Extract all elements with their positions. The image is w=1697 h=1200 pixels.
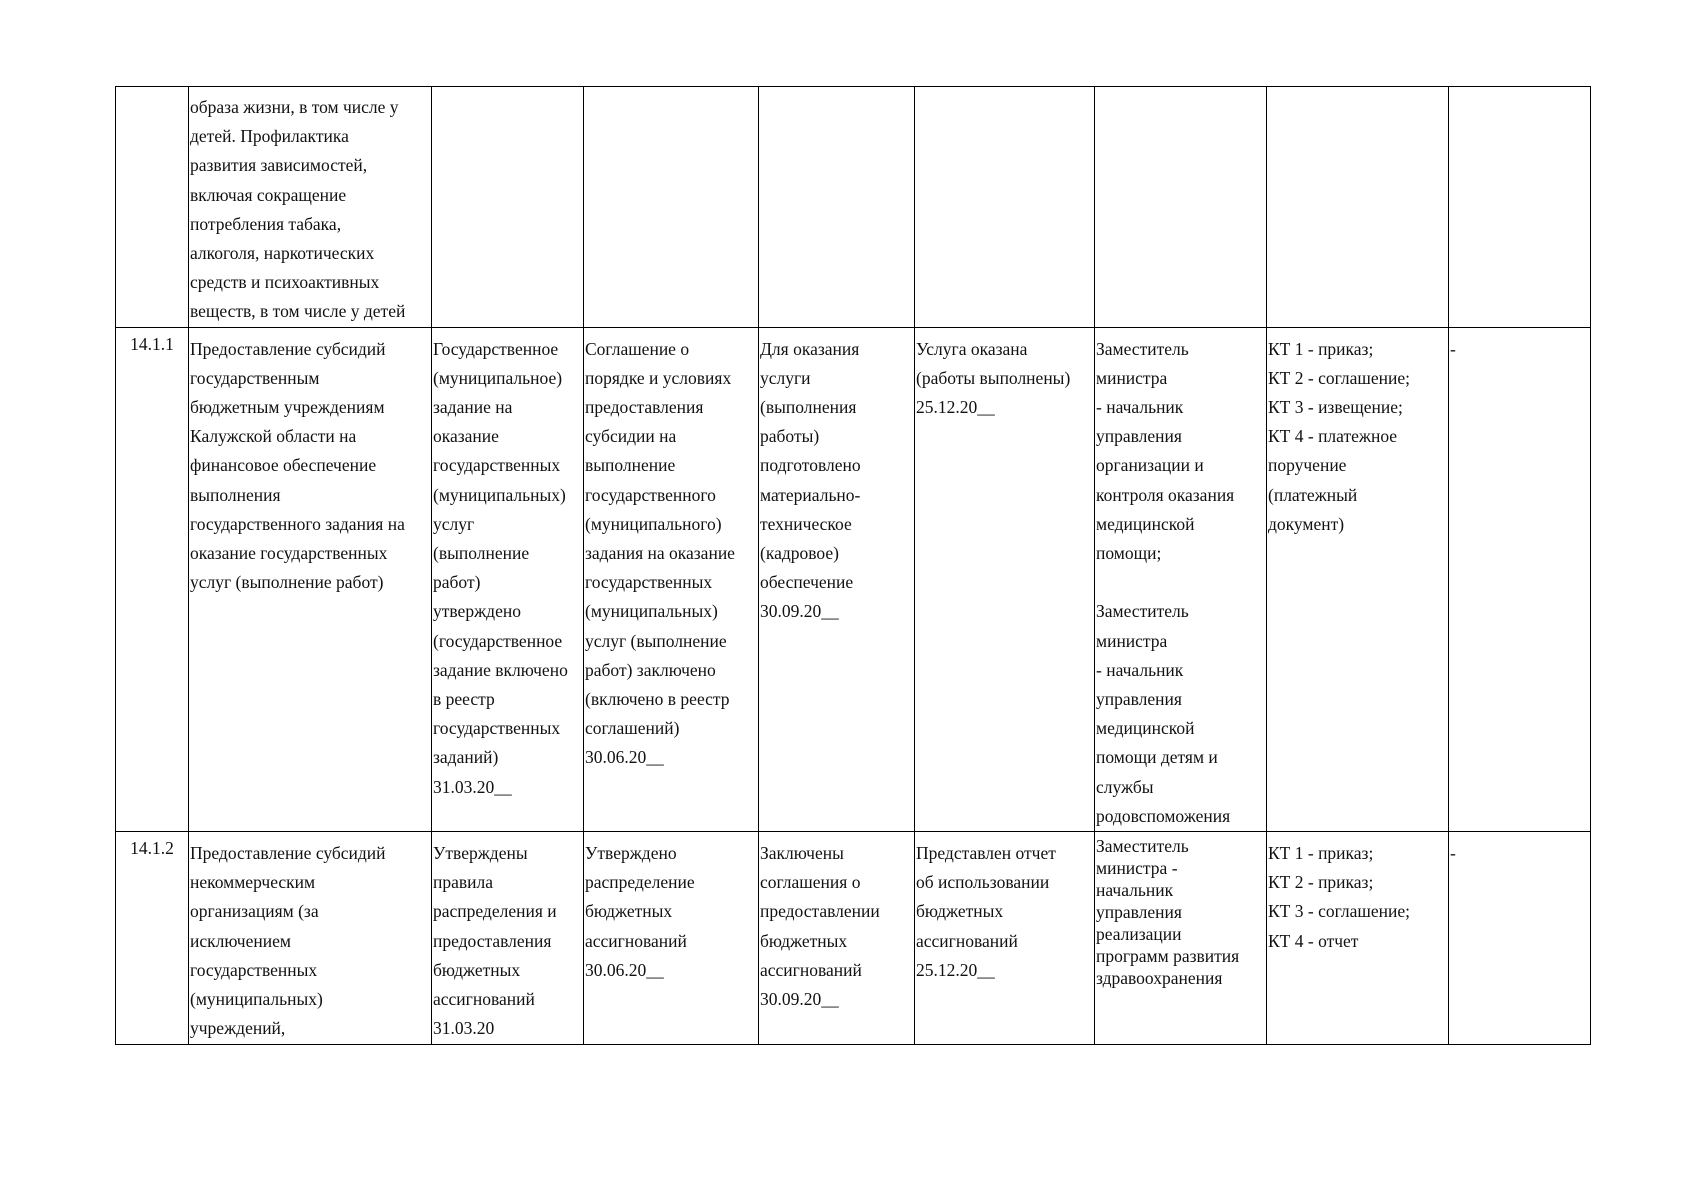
control-point-1: Государственное (муниципальное) задание на оказание государственных (муниципальных) услуг (выполнение работ) утверждено (государственное задание включено в реестр государственных заданий) 31.03.20__ [432,327,584,831]
control-point-4: Услуга оказана (работы выполнены) 25.12.20__ [915,327,1095,831]
measure-name: образа жизни, в том числе у детей. Профилактика развития зависимостей, включая сокращение потребления табака, алкоголя, наркотических средств и психоактивных веществ, в том числе у детей [189,87,432,328]
control-point-1 [432,87,584,328]
extra-cell: - [1449,327,1591,831]
extra-cell [1449,87,1591,328]
table-row [116,87,1591,328]
control-point-2 [584,87,759,328]
control-point-3: Для оказания услуги (выполнения работы) подготовлено материально- техническое (кадровое) обеспечение 30.09.20__ [759,327,915,831]
confirming-documents: КТ 1 - приказ; КТ 2 - приказ; КТ 3 - соглашение; КТ 4 - отчет [1267,832,1449,1044]
control-point-3: Заключены соглашения о предоставлении бюджетных ассигнований 30.09.20__ [759,832,915,1044]
responsible-person: Заместитель министра - начальник управления реализации программ развития здравоохранения [1095,832,1267,1044]
measure-name: Предоставление субсидий некоммерческим организациям (за исключением государственных (муниципальных) учреждений, [189,832,432,1044]
control-point-2: Утверждено распределение бюджетных ассигнований 30.06.20__ [584,832,759,1044]
table-row [116,327,1591,831]
measures-table [115,86,1591,1045]
confirming-documents [1267,87,1449,328]
control-point-3 [759,87,915,328]
responsible-person: Заместитель министра - начальник управления организации и контроля оказания медицинской помощи; Заместитель министра - начальник управления медицинской помощи детям и службы родовспоможения [1095,327,1267,831]
measure-name: Предоставление субсидий государственным бюджетным учреждениям Калужской области на финансовое обеспечение выполнения государственного задания на оказание государственных услуг (выполнение работ) [189,327,432,831]
responsible-person [1095,87,1267,328]
control-point-4: Представлен отчет об использовании бюджетных ассигнований 25.12.20__ [915,832,1095,1044]
control-point-1: Утверждены правила распределения и предоставления бюджетных ассигнований 31.03.20 [432,832,584,1044]
row-number [116,87,189,328]
confirming-documents: КТ 1 - приказ; КТ 2 - соглашение; КТ 3 - извещение; КТ 4 - платежное поручение (платежный документ) [1267,327,1449,831]
control-point-2: Соглашение о порядке и условиях предоставления субсидии на выполнение государственного (муниципального) задания на оказание государственных (муниципальных) услуг (выполнение работ) заключено (включено в реестр соглашений) 30.06.20__ [584,327,759,831]
row-number: 14.1.2 [116,832,189,1044]
extra-cell: - [1449,832,1591,1044]
table-row [116,832,1591,1044]
control-point-4 [915,87,1095,328]
row-number: 14.1.1 [116,327,189,831]
